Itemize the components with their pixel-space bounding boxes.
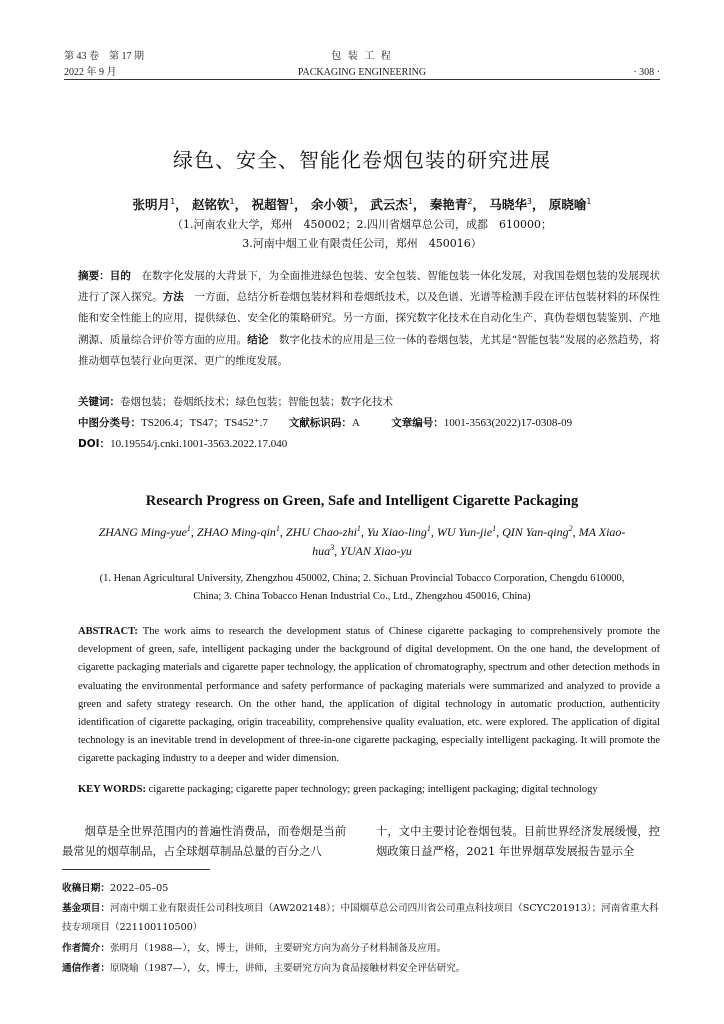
- abstract-en-label: ABSTRACT:: [78, 626, 138, 637]
- keywords-en: [78, 782, 660, 798]
- author-cn: 张明月$^1$: [132, 196, 176, 212]
- author-cn: 余小领$^1$: [310, 196, 354, 212]
- keywords-en-text: cigarette packaging; cigarette paper technology; green packaging; intelligent packaging; digital technology: [148, 784, 598, 795]
- doi-value: 10.19554/j.cnki.1001-3563.2022.17.040: [110, 438, 288, 450]
- conclusion-label: 结论: [247, 333, 269, 346]
- author-en: YUAN Xiao-yu: [340, 544, 412, 558]
- footnote-text: 张明月（1988—），女，博士，讲师，主要研究方向为高分子材料制备及应用。: [109, 943, 447, 954]
- author-cn: 马晓华$^3$: [489, 196, 532, 212]
- method-label: 方法: [162, 291, 184, 304]
- clc-value: TS206.4；TS47；TS452⁺.7: [141, 417, 268, 429]
- footnote-label: 通信作者：: [62, 963, 110, 974]
- doi-line: [78, 436, 287, 452]
- body-column-right: 十，文中主要讨论卷烟包装。目前世界经济发展缓慢，控烟政策日益严格，2021 年世界烟草发展报告显示全: [376, 825, 660, 858]
- affiliation-cn-line-1: （1.河南农业大学，郑州 450002；2.四川省烟草总公司，成都 610000；: [172, 218, 552, 231]
- abstract-cn: [78, 266, 660, 372]
- method-text: 一方面，总结分析卷烟包装材料和卷烟纸技术，以及色谱、光谱等检测手段在评估包装材料的环保性能和安全性能上的应用，提供绿色、安全化的策略研究。另一方面，探究数字化技术在自动化生产、真伪卷烟包装鉴别、产地溯源、质量综合评价等方面的应用。: [78, 291, 661, 346]
- header-volume: 第 43 卷 第 17 期: [64, 51, 144, 62]
- conclusion-text: 数字化技术的应用是三位一体的卷烟包装，尤其是“智能包装”发展的必然趋势，将推动烟草包装行业向更深、更广的维度发展。: [78, 333, 661, 367]
- keywords-cn-text: 卷烟包装；卷烟纸技术；绿色包装；智能包装；数字化技术: [120, 396, 393, 408]
- author-en: WU Yun-jie$^1$: [436, 524, 497, 539]
- article-no-label: 文章编号：: [391, 417, 444, 429]
- author-en: QIN Yan-qing$^2$: [502, 524, 573, 539]
- purpose-text: 在数字化发展的大背景下，为全面推进绿色包装、安全包装、智能包装一体化发展，对我国卷烟包装的发展现状进行了深入探究。: [78, 270, 661, 304]
- header-journal-en: PACKAGING ENGINEERING: [297, 67, 427, 78]
- author-list-cn: 张明月$^1$， 赵铭钦$^1$， 祝超智$^1$， 余小领$^1$， 武云杰$^1$， 秦艳青$^2$， 马晓华$^3$， 原晓喻$^1$: [132, 196, 592, 212]
- header-journal-cn: 包 装 工 程: [331, 51, 393, 62]
- paper-title-cn: 绿色、安全、智能化卷烟包装的研究进展: [173, 148, 551, 172]
- clc-label: 中图分类号：: [78, 417, 141, 429]
- author-cn: 秦艳青$^2$: [429, 196, 473, 212]
- footnote-received: [62, 880, 664, 899]
- keywords-en-label: KEY WORDS:: [78, 784, 146, 795]
- doi-label: DOI：: [78, 438, 111, 450]
- author-en: ZHU Chao-zhi$^1$: [285, 524, 361, 539]
- header-date: 2022 年 9 月: [64, 67, 117, 78]
- abstract-cn-label: 摘要：: [78, 270, 110, 282]
- author-en: ZHANG Ming-yue$^1$: [98, 524, 191, 539]
- author-list-en: ZHANG Ming-yue$^1$, ZHAO Ming-qin$^1$, ZHU Chao-zhi$^1$, Yu Xiao-ling$^1$, WU Yun-jie$^1$, QIN Yan-qing$^2$, MA Xiao-hua$^3$, YUAN Xiao-yu: [98, 524, 626, 558]
- header-page-number: · 308 ·: [633, 67, 660, 78]
- footnote-author-bio: [62, 940, 664, 959]
- footnote-label: 收稿日期：: [62, 883, 110, 894]
- abstract-en: [78, 623, 660, 769]
- footnote-label: 作者简介：: [62, 943, 110, 954]
- article-no-value: 1001-3563(2022)17-0308-09: [443, 417, 573, 429]
- paper-title-en: Research Progress on Green, Safe and Intelligent Cigarette Packaging: [145, 493, 579, 509]
- author-cn: 武云杰$^1$: [370, 196, 414, 212]
- footnote-text: 2022–05–05: [109, 883, 169, 894]
- author-en: MA Xiao-hua$^3$: [312, 525, 626, 558]
- doc-code-label: 文献标识码：: [288, 417, 352, 429]
- header-rule: [64, 79, 660, 80]
- affiliation-en: (1. Henan Agricultural University, Zhengzhou 450002, China; 2. Sichuan Provincial Tobacco Corporation, Chengdu 610000, China; 3. China Tobacco Henan Industrial Co., Ltd., Zhengzhou 450016, China): [99, 573, 625, 602]
- affiliation-cn-line-2: 3.河南中烟工业有限责任公司，郑州 450016）: [242, 237, 482, 250]
- purpose-label: 目的: [109, 270, 131, 282]
- doc-code-value: A: [351, 417, 360, 429]
- footnote-rule: [62, 869, 210, 870]
- keywords-cn: [78, 394, 393, 410]
- footnote-label: 基金项目：: [62, 903, 110, 914]
- abstract-en-text: The work aims to research the development status of Chinese cigarette packaging to comprehensively promote the development of green, safe, intelligent packaging under the background of digital development. On the one hand, the development of cigarette packaging materials and cigarette paper technology, the application of chromatography, spectrum and other detection methods in evaluating the environmental performance and safety performance of packaging materials were summarized and analyzed to provide a green and safety strategy research. On the other hand, the application of digital technology in automatic production, authenticity identification of cigarette packaging, origin traceability, comprehensive quality evaluation, etc. were explored. The application of digital technology is an inevitable trend in development of three-in-one cigarette packaging, especially intelligent packaging. It will promote the cigarette packaging industry to a deeper and wider dimension.: [78, 626, 660, 765]
- author-cn: 赵铭钦$^1$: [192, 196, 235, 212]
- author-cn: 祝超智$^1$: [251, 196, 295, 212]
- author-en: Yu Xiao-ling$^1$: [366, 524, 431, 539]
- footnote-funding: [62, 900, 664, 937]
- keywords-cn-label: 关键词：: [78, 396, 120, 408]
- footnote-text: 原晓喻（1987—），女，博士，讲师，主要研究方向为食品接触材料安全评估研究。: [109, 963, 466, 974]
- author-en: ZHAO Ming-qin$^1$: [196, 524, 280, 539]
- footnote-text: 河南中烟工业有限责任公司科技项目（AW202148）；中国烟草总公司四川省公司重点科技项目（SCYC201913）；河南省重大科技专项项目（221100110500）: [62, 903, 659, 933]
- author-cn: 原晓喻$^1$: [548, 196, 592, 212]
- body-column-left: 烟草是全世界范围内的普遍性消费品，而卷烟是当前最常见的烟草制品，占全球烟草制品总量的百分之八: [62, 825, 346, 858]
- classification-line: [78, 415, 572, 431]
- footnote-corresponding: [62, 960, 664, 979]
